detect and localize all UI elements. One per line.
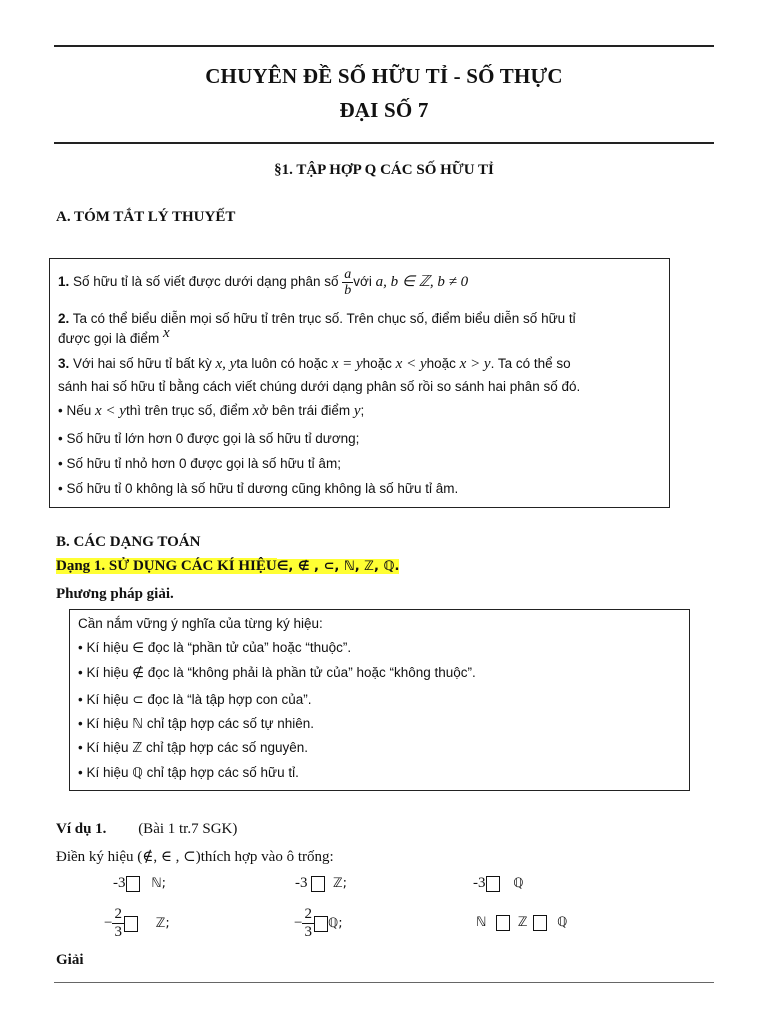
set-symbol: ℕ; [151,876,167,891]
variables-xy: x, y [215,356,237,372]
fraction-two-thirds [302,906,314,941]
part-b-heading: B. CÁC DẠNG TOÁN [56,534,201,550]
fraction-denominator: 3 [114,924,122,940]
method-line-in: • Kí hiệu ∈ đọc là “phần tử của” hoặc “thuộc”. [78,640,352,655]
theory-bullet-3: • Số hữu tỉ nhỏ hơn 0 được gọi là số hữu tỉ âm; [58,456,341,471]
item-text: Với hai số hữu tỉ bất kỳ [73,356,212,371]
example-instruction [56,847,334,866]
instruction-symbols: (∉, ∈ , ⊂) [137,849,201,865]
formula-eq: x = y [331,356,363,372]
item-text: . Ta có thể so [490,356,571,371]
theory-item-2 [58,311,576,326]
part-a-heading: A. TÓM TẮT LÝ THUYẾT [56,209,236,225]
fraction-two-thirds [112,906,124,941]
exercise-r2c2 [294,906,343,941]
page-title: CHUYÊN ĐỀ SỐ HỮU TỈ - SỐ THỰC [205,64,563,88]
answer-box[interactable] [486,876,500,892]
exercise-r2c1 [104,906,170,941]
example-source: (Bài 1 tr.7 SGK) [138,821,238,837]
exercise-r1c2 [295,875,347,892]
section-title: §1. TẬP HỢP Q CÁC SỐ HỮU TỈ [274,162,494,178]
answer-box[interactable] [311,876,325,892]
minus-sign: − [104,914,113,931]
item-number: 1. [58,274,70,290]
theory-item-1 [58,267,468,298]
example-heading [56,821,237,838]
top-rule [54,45,714,47]
page-subtitle: ĐẠI SỐ 7 [339,98,429,122]
instruction-text: Điền ký hiệu [56,849,134,865]
theory-item-3-cont [58,379,580,394]
item-text: với [353,274,372,290]
dang-1-label: Dạng 1. SỬ DỤNG CÁC KÍ HIỆU [56,558,277,574]
formula-lt: x < y [95,403,126,419]
variable-x: x [252,403,260,419]
method-line-integers: • Kí hiệu ℤ chỉ tập hợp các số nguyên. [78,740,309,755]
dang-1-symbols: ∈, ∉ , ⊂, ℕ, ℤ, ℚ. [276,559,400,574]
method-heading: Phương pháp giải. [56,586,174,602]
header-rule [54,142,714,144]
item-text: được gọi là điểm [58,331,160,346]
formula-gt: x > y [459,356,491,372]
fraction-a-b [342,267,353,298]
item-text: sánh hai số hữu tỉ bằng cách viết chúng dưới dạng phân số rồi so sánh hai phân số đó. [58,379,581,394]
set-symbol: ℤ; [333,876,348,891]
exercise-r1c3 [473,875,523,892]
method-line-notin: • Kí hiệu ∉ đọc là “không phải là phần tử của” hoặc “không thuộc”. [78,665,476,680]
method-line-naturals: • Kí hiệu ℕ chỉ tập hợp các số tự nhiên. [78,716,315,731]
bullet-text: thì trên trục số, điểm [125,403,250,418]
dang-1-heading [56,557,399,575]
fraction-numerator: 2 [304,906,312,922]
set-symbol: ℚ; [327,915,343,931]
answer-box[interactable] [533,915,547,931]
number: -3 [113,875,126,891]
method-intro: Cần nắm vững ý nghĩa của từng ký hiệu: [78,616,323,631]
fraction-denominator: b [344,283,352,298]
instruction-text: thích hợp vào ô trống: [200,849,334,865]
theory-bullet-2: • Số hữu tỉ lớn hơn 0 được gọi là số hữu tỉ dương; [58,431,360,446]
method-line-rationals: • Kí hiệu ℚ chỉ tập hợp các số hữu tỉ. [78,765,299,780]
method-box [69,609,690,791]
theory-item-3 [58,356,571,373]
formula-lt: x < y [395,356,427,372]
method-line-subset: • Kí hiệu ⊂ đọc là “là tập hợp con của”. [78,692,312,707]
fraction-denominator: 3 [304,924,312,940]
item-text: Ta có thể biểu diễn mọi số hữu tỉ trên trục số. Trên chục số, điểm biểu diễn số hữu tỉ [72,311,576,326]
set-symbol: ℕ [476,915,487,930]
answer-box[interactable] [124,916,138,932]
footer-rule [54,982,714,983]
item-number: 3. [58,356,70,371]
item-text: Số hữu tỉ là số viết được dưới dạng phân số [73,274,339,290]
solution-heading: Giải [56,952,84,968]
answer-box[interactable] [496,915,510,931]
item-text: hoặc [362,356,392,371]
item-number: 2. [58,311,70,326]
set-symbol: ℚ [557,915,568,930]
number: -3 [295,875,308,891]
set-symbol: ℤ; [155,915,170,931]
minus-sign: − [294,914,303,931]
answer-box[interactable] [126,876,140,892]
fraction-numerator: 2 [114,906,122,922]
answer-box[interactable] [314,916,328,932]
set-symbol: ℚ [513,876,524,891]
theory-bullet-1 [58,403,364,420]
bullet-text: ở bên trái điểm [259,403,351,418]
variable-y: y [353,403,361,419]
condition-formula: a, b ∈ ℤ, b ≠ 0 [375,274,469,291]
fraction-numerator: a [344,267,352,282]
bullet-text: ; [360,403,365,418]
theory-bullet-4: • Số hữu tỉ 0 không là số hữu tỉ dương cũng không là số hữu tỉ âm. [58,481,459,496]
exercise-r1c1 [113,875,166,892]
item-text: hoặc [426,356,456,371]
variable-x: x [162,325,170,341]
bullet-text: • Nếu [58,403,92,418]
exercise-r2c3 [476,914,567,931]
item-text: ta luôn có hoặc [236,356,328,371]
example-label: Ví dụ 1. [56,821,107,837]
theory-item-2-cont [58,325,170,348]
theory-box [49,258,670,508]
set-symbol: ℤ [517,915,528,930]
number: -3 [473,875,486,891]
